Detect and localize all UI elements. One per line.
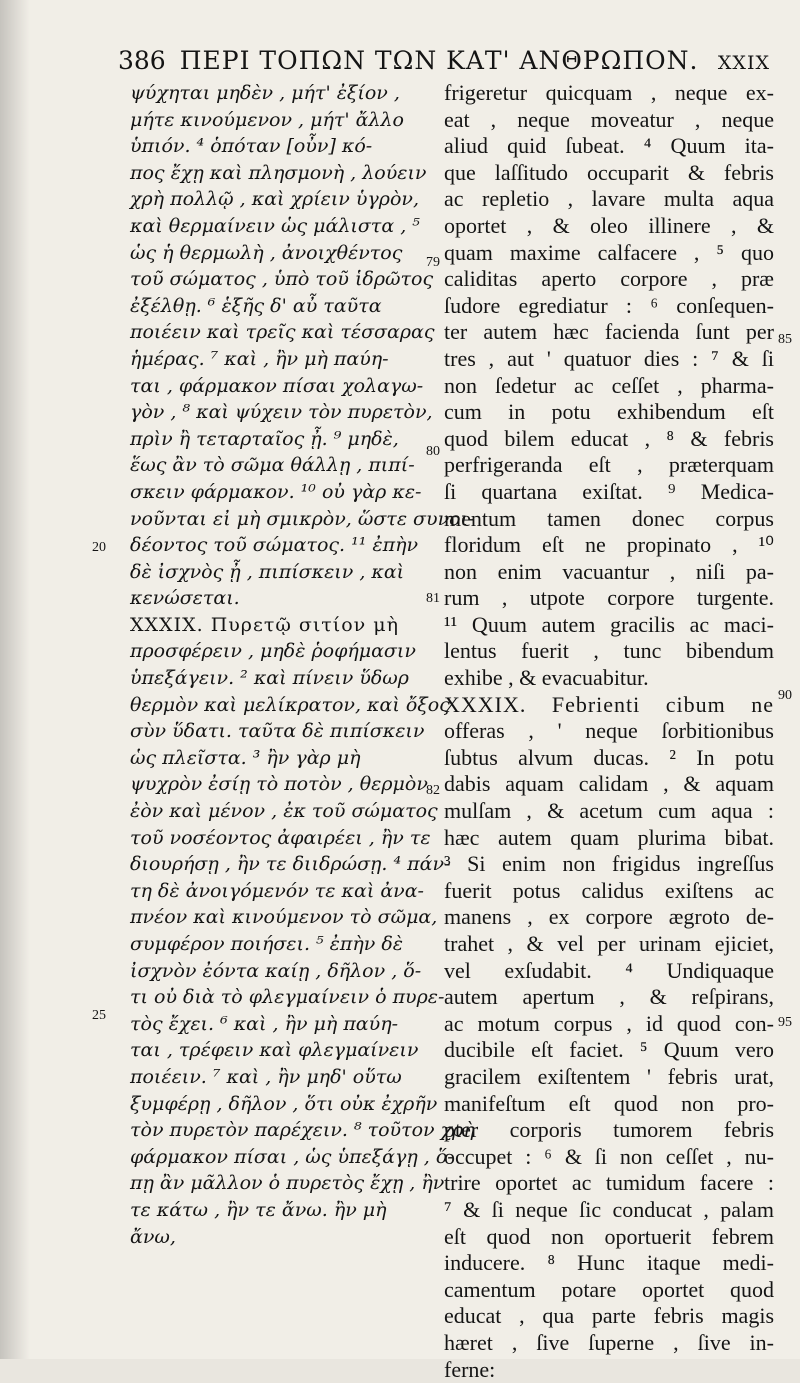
- margin-number: 95: [778, 1015, 792, 1031]
- text-line: vel exſudabit. ⁴ Undiquaque: [444, 958, 774, 985]
- text-line: τοῦ σώματος , ὑπὸ τοῦ ἱδρῶτος: [130, 266, 420, 293]
- text-line: eat , neque moveatur , neque: [444, 107, 774, 134]
- text-line: πρὶν ἢ τεταρταῖος ᾖ. ⁹ μηδὲ,: [130, 426, 420, 453]
- text-line: πος ἔχῃ καὶ πλησμονὴ , λούειν: [130, 160, 420, 187]
- text-line: XXXIX. Febrienti cibum ne: [444, 692, 774, 719]
- text-line: τη δὲ ἀνοιγόμενόν τε καὶ ἀνα-: [130, 878, 420, 905]
- text-line: φάρμακον πίσαι , ὡς ὑπεξάγῃ , ὅ-: [130, 1144, 420, 1171]
- text-line: ἡμέρας. ⁷ καὶ , ἢν μὴ παύη-: [130, 346, 420, 373]
- text-line: ποιέειν. ⁷ καὶ , ἢν μηδ' οὕτω: [130, 1064, 420, 1091]
- text-line: perfrigeranda eſt , præterquam: [444, 452, 774, 479]
- text-line: quam maxime calfacere , ⁵ quo: [444, 240, 774, 267]
- text-line: offeras , ' neque ſorbitionibus: [444, 718, 774, 745]
- text-line: συμφέρον ποιήσει. ⁵ ἐπὴν δὲ: [130, 931, 420, 958]
- text-line: gracilem exiſtentem ' febris urat,: [444, 1064, 774, 1091]
- text-line: occupet : ⁶ & ſi non ceſſet , nu-: [444, 1144, 774, 1171]
- text-line: ἐὸν καὶ μένον , ἐκ τοῦ σώματος: [130, 798, 420, 825]
- text-line: exhibe , & evacuabitur.: [444, 665, 774, 692]
- text-line: ac repletio , lavare multa aqua: [444, 186, 774, 213]
- text-line: τὸν πυρετὸν παρέχειν. ⁸ τοῦτον χρὴ: [130, 1117, 420, 1144]
- running-title: ΠΕΡΙ ΤΟΠΩΝ ΤΩΝ ΚΑΤ' ΑΝΘΡΩΠΟΝ.: [180, 46, 704, 75]
- text-line: τὸς ἔχει. ⁶ καὶ , ἢν μὴ παύη-: [130, 1011, 420, 1038]
- text-line: ὡς ἡ θερμωλὴ , ἀνοιχθέντος: [130, 240, 420, 267]
- text-line: ſudore egrediatur : ⁶ conſequen-: [444, 293, 774, 320]
- margin-number: 85: [778, 332, 792, 348]
- margin-number: 25: [92, 1008, 106, 1024]
- text-line: quod bilem educat , ⁸ & febris: [444, 426, 774, 453]
- text-line: τε κάτω , ἢν τε ἄνω. ἢν μὴ: [130, 1197, 420, 1224]
- text-line: manifeſtum eſt quod non pro-: [444, 1091, 774, 1118]
- text-line: non ſedetur ac ceſſet , pharma-: [444, 373, 774, 400]
- text-line: ter autem hæc facienda ſunt per: [444, 319, 774, 346]
- text-line: trahet , & vel per urinam ejiciet,: [444, 931, 774, 958]
- text-line: fuerit potus calidus exiſtens ac: [444, 878, 774, 905]
- text-line: μήτε κινούμενον , μήτ' ἄλλο: [130, 107, 420, 134]
- text-line: caliditas aperto corpore , præ: [444, 266, 774, 293]
- text-line: hæret , ſive ſuperne , ſive in-: [444, 1330, 774, 1357]
- text-line: tres , aut ' quatuor dies : ⁷ & ſi: [444, 346, 774, 373]
- text-line: ac motum corpus , id quod con-: [444, 1011, 774, 1038]
- text-line: ducibile eſt faciet. ⁵ Quum vero: [444, 1037, 774, 1064]
- text-line: oportet , & oleo illinere , &: [444, 213, 774, 240]
- text-line: ſubtus alvum ducas. ² In potu: [444, 745, 774, 772]
- text-line: ⁷ & ſi neque ſic conducat , palam: [444, 1197, 774, 1224]
- text-line: XXXIX. Πυρετῷ σιτίον μὴ: [130, 612, 420, 639]
- page-number: 386: [118, 46, 166, 75]
- margin-number: 80: [426, 444, 440, 460]
- text-line: ψύχηται μηδὲν , μήτ' ἐξίον ,: [130, 80, 420, 107]
- text-line: καὶ θερμαίνειν ὡς μάλιστα , ⁵: [130, 213, 420, 240]
- text-line: ται , τρέφειν καὶ φλεγμαίνειν: [130, 1037, 420, 1064]
- text-line: θερμὸν καὶ μελίκρατον, καὶ ὄξος: [130, 692, 420, 719]
- margin-number: 81: [426, 591, 440, 607]
- text-line: pter corporis tumorem febris: [444, 1117, 774, 1144]
- text-line: ἐξέλθῃ. ⁶ ἑξῆς δ' αὖ ταῦτα: [130, 293, 420, 320]
- text-line: rum , utpote corpore turgente.: [444, 585, 774, 612]
- text-line: ψυχρὸν ἐσίῃ τὸ ποτὸν , θερμὸν: [130, 771, 420, 798]
- greek-text-column: [130, 80, 420, 1250]
- text-line: χρὴ πολλῷ , καὶ χρίειν ὑγρὸν,: [130, 186, 420, 213]
- margin-number: 90: [778, 688, 792, 704]
- text-line: δέοντος τοῦ σώματος. ¹¹ ἐπὴν: [130, 532, 420, 559]
- text-line: cum in potu exhibendum eſt: [444, 399, 774, 426]
- text-line: δὲ ἰσχνὸς ᾖ , πιπίσκειν , καὶ: [130, 559, 420, 586]
- text-line: νοῦνται εἰ μὴ σμικρὸν, ὥστε συνοι-: [130, 506, 420, 533]
- text-line: hæc autem quam plurima bibat.: [444, 825, 774, 852]
- latin-text-column: [444, 80, 774, 1383]
- text-line: autem apertum , & reſpirans,: [444, 984, 774, 1011]
- text-line: que laſſitudo occuparit & febris: [444, 160, 774, 187]
- text-line: eſt quod non oportuerit febrem: [444, 1224, 774, 1251]
- text-line: ἄνω,: [130, 1224, 420, 1251]
- text-line: non enim vacuantur , niſi pa-: [444, 559, 774, 586]
- text-line: τοῦ νοσέοντος ἀφαιρέει , ἢν τε: [130, 825, 420, 852]
- text-line: κενώσεται.: [130, 585, 420, 612]
- text-line: aliud quid ſubeat. ⁴ Quum ita-: [444, 133, 774, 160]
- text-line: trire oportet ac tumidum facere :: [444, 1170, 774, 1197]
- text-line: camentum potare oportet quod: [444, 1277, 774, 1304]
- text-line: frigeretur quicquam , neque ex-: [444, 80, 774, 107]
- text-line: educat , qua parte febris magis: [444, 1303, 774, 1330]
- text-line: πῃ ἂν μᾶλλον ὁ πυρετὸς ἔχῃ , ἢν: [130, 1170, 420, 1197]
- chapter-number: XXIX: [718, 52, 770, 74]
- text-line: dabis aquam calidam , & aquam: [444, 771, 774, 798]
- margin-number: 20: [92, 540, 106, 556]
- text-line: ferne:: [444, 1357, 774, 1383]
- text-line: ὑπιόν. ⁴ ὁπόταν [οὖν] κό-: [130, 133, 420, 160]
- text-line: ὡς πλεῖστα. ³ ἢν γὰρ μὴ: [130, 745, 420, 772]
- text-line: ται , φάρμακον πίσαι χολαγω-: [130, 373, 420, 400]
- text-line: προσφέρειν , μηδὲ ῥοφήμασιν: [130, 638, 420, 665]
- text-line: manens , ex corpore ægroto de-: [444, 904, 774, 931]
- text-line: ποιέειν καὶ τρεῖς καὶ τέσσαρας: [130, 319, 420, 346]
- text-line: lentus fuerit , tunc bibendum: [444, 638, 774, 665]
- text-line: ſi quartana exiſtat. ⁹ Medica-: [444, 479, 774, 506]
- text-line: πνέον καὶ κινούμενον τὸ σῶμα,: [130, 904, 420, 931]
- text-line: ³ Si enim non frigidus ingreſſus: [444, 851, 774, 878]
- text-line: mulſam , & acetum cum aqua :: [444, 798, 774, 825]
- margin-number: 82: [426, 783, 440, 799]
- text-line: ¹¹ Quum autem gracilis ac macі-: [444, 612, 774, 639]
- margin-number: 79: [426, 255, 440, 271]
- text-line: σὺν ὕδατι. ταῦτα δὲ πιπίσκειν: [130, 718, 420, 745]
- text-line: σκειν φάρμακον. ¹⁰ οὐ γὰρ κε-: [130, 479, 420, 506]
- gutter-shadow: [0, 0, 30, 1359]
- text-line: ἰσχνὸν ἐόντα καίῃ , δῆλον , ὅ-: [130, 958, 420, 985]
- text-line: mentum tamen donec corpus: [444, 506, 774, 533]
- text-line: γὸν , ⁸ καὶ ψύχειν τὸν πυρετὸν,: [130, 399, 420, 426]
- text-line: ἕως ἂν τὸ σῶμα θάλλῃ , πιπί-: [130, 452, 420, 479]
- text-line: διουρήσῃ , ἢν τε διιδρώσῃ. ⁴ πάν-: [130, 851, 420, 878]
- text-line: floridum eſt ne propinato , ¹⁰: [444, 532, 774, 559]
- text-line: inducere. ⁸ Hunc itaque medi-: [444, 1250, 774, 1277]
- text-line: ξυμφέρῃ , δῆλον , ὅτι οὐκ ἐχρῆν: [130, 1091, 420, 1118]
- text-line: τι οὐ διὰ τὸ φλεγμαίνειν ὁ πυρε-: [130, 984, 420, 1011]
- text-line: ὑπεξάγειν. ² καὶ πίνειν ὕδωρ: [130, 665, 420, 692]
